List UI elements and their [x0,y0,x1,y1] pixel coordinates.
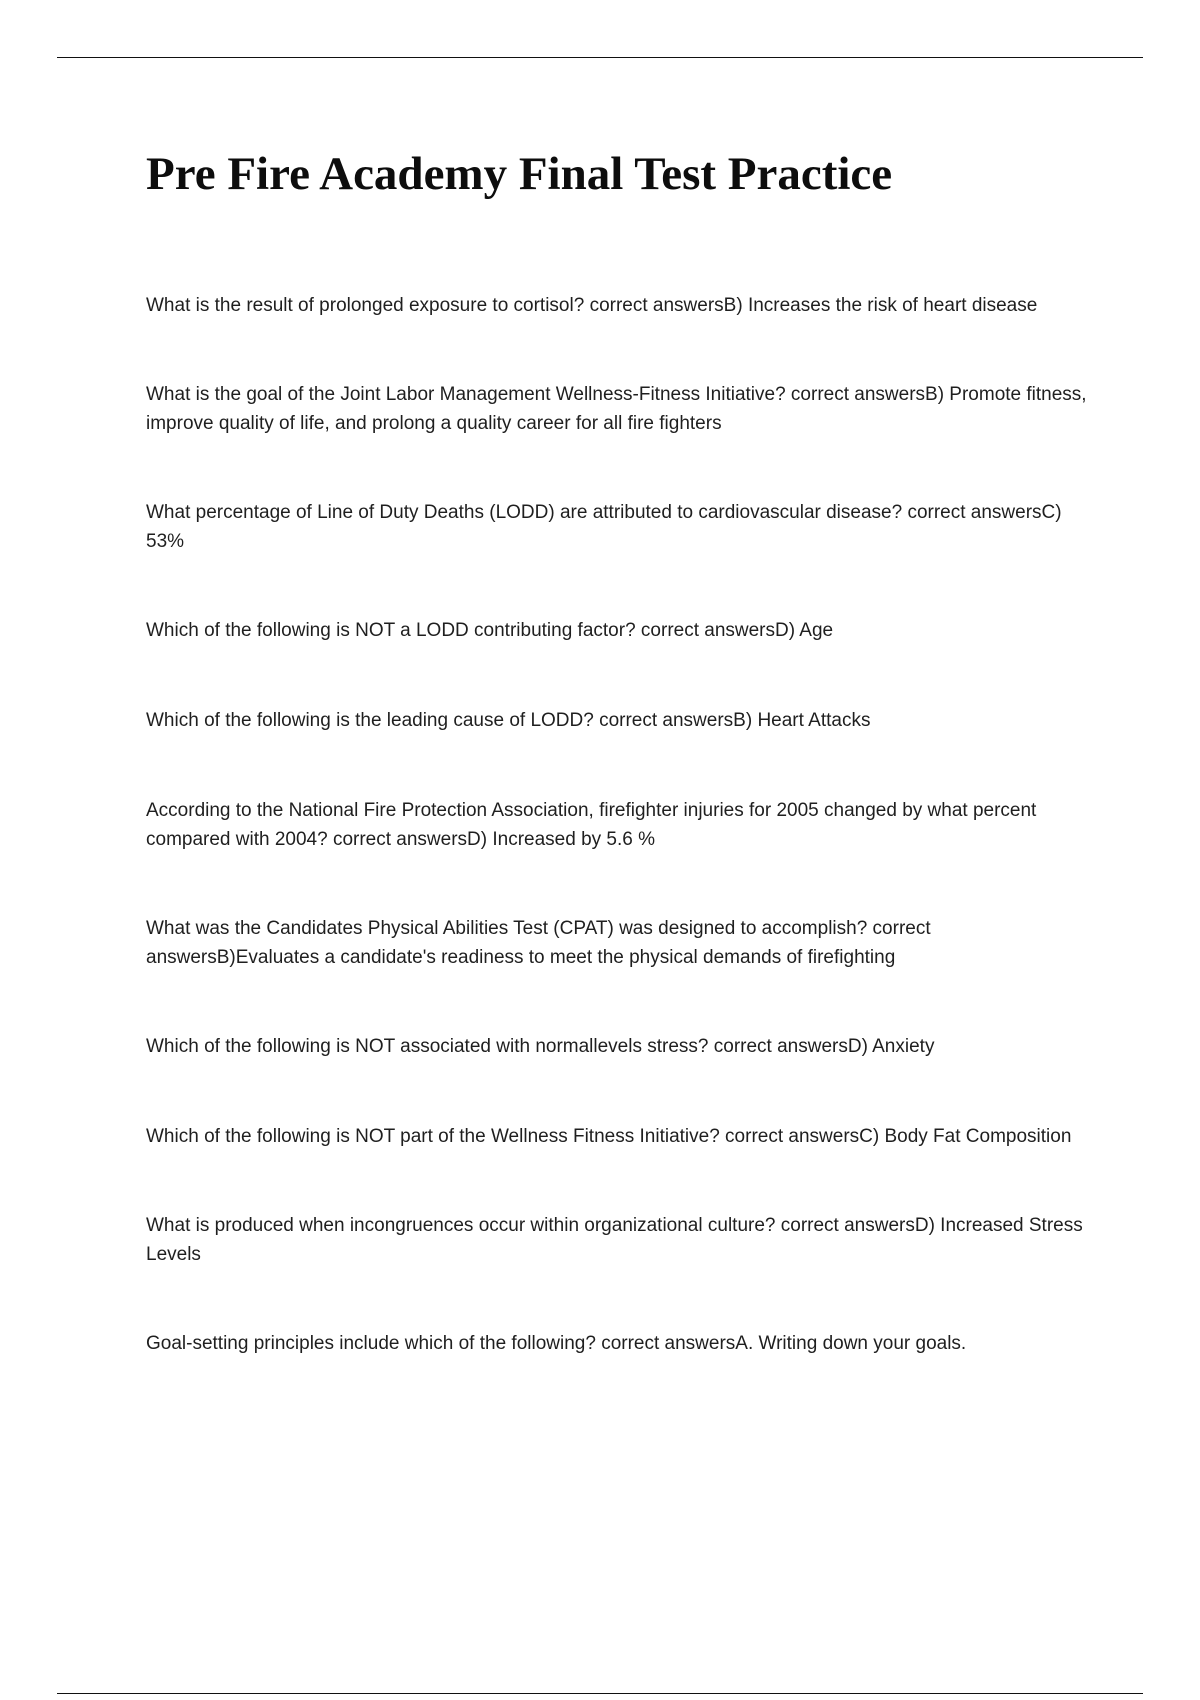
qa-item: What is the result of prolonged exposure to cortisol? correct answersB) Increases the risk of heart disease [146,295,1038,316]
qa-item: Goal-setting principles include which of the following? correct answersA. Writing down your goals. [146,1333,967,1354]
qa-item: Which of the following is the leading cause of LODD? correct answersB) Heart Attacks [146,710,871,731]
header-rule [57,57,1143,58]
qa-item: Which of the following is NOT associated with normallevels stress? correct answersD) Anxiety [146,1036,935,1057]
qa-item: What was the Candidates Physical Abilities Test (CPAT) was designed to accomplish? correct answersB)Evaluates a candidate's readiness to meet the physical demands of firefighting [146,918,931,968]
qa-item: What is the goal of the Joint Labor Management Wellness-Fitness Initiative? correct answersB) Promote fitness, improve quality of life, and prolong a quality career for all fire fighters [146,384,1087,434]
qa-item: What is produced when incongruences occur within organizational culture? correct answersD) Increased Stress Levels [146,1215,1083,1265]
qa-item: According to the National Fire Protection Association, firefighter injuries for 2005 changed by what percent compared with 2004? correct answersD) Increased by 5.6 % [146,800,1037,850]
question-answer-list [146,291,1096,1419]
footer-rule [57,1693,1143,1694]
qa-item: What percentage of Line of Duty Deaths (LODD) are attributed to cardiovascular disease? correct answersC) 53% [146,502,1062,552]
qa-item: Which of the following is NOT part of the Wellness Fitness Initiative? correct answersC) Body Fat Composition [146,1126,1072,1147]
qa-item: Which of the following is NOT a LODD contributing factor? correct answersD) Age [146,620,834,641]
page-title: Pre Fire Academy Final Test Practice [146,148,893,200]
